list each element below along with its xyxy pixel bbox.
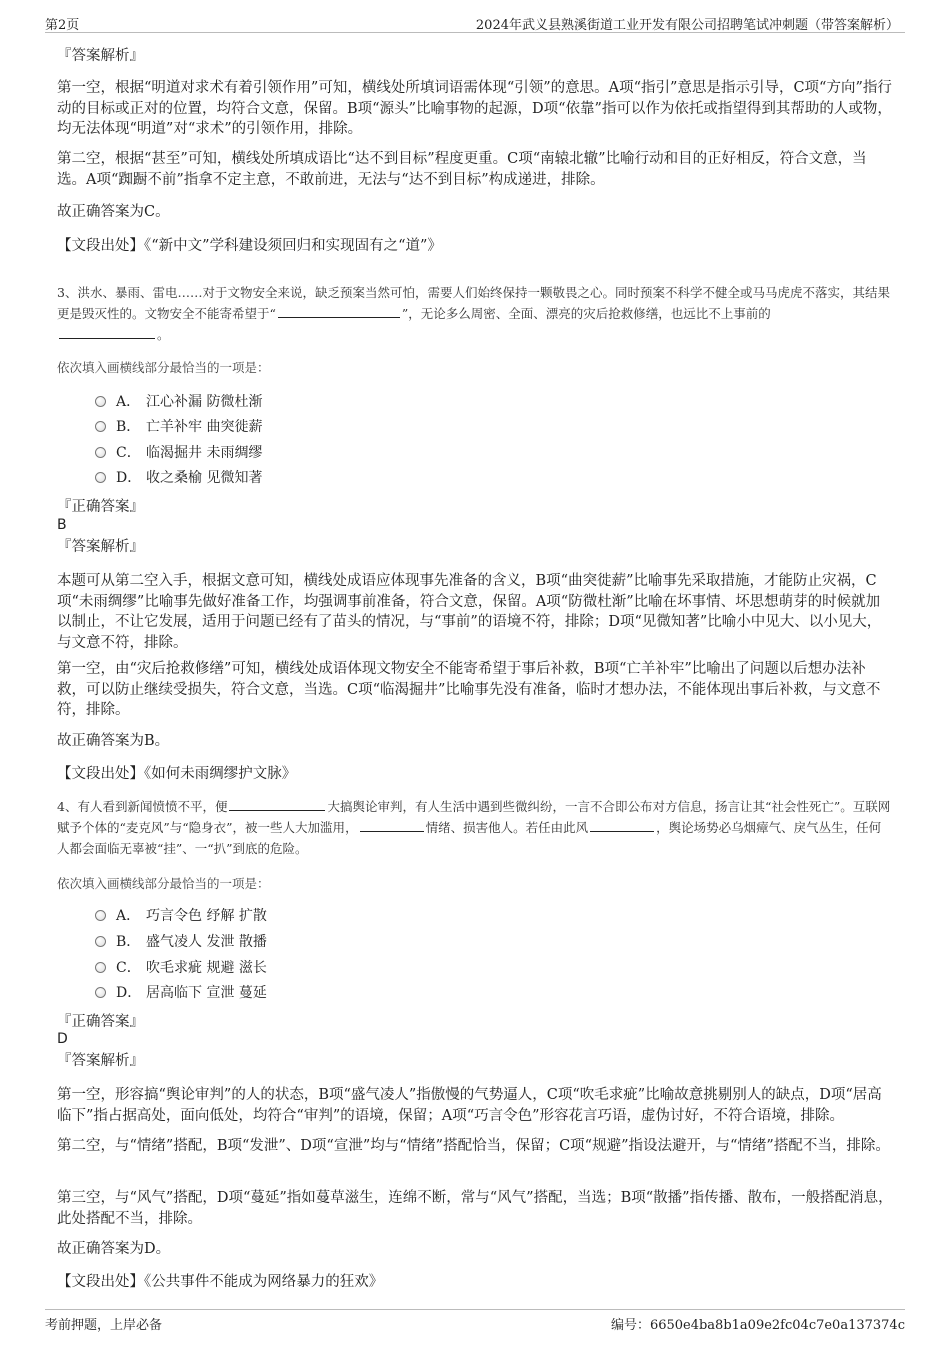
option-a[interactable]: A． 江心补漏 防微杜渐 [95,391,262,413]
analysis-label: 『答案解析』 [57,48,144,64]
footer-slogan: 考前押题，上岸必备 [45,1318,163,1333]
question-prompt: 依次填入画横线部分最恰当的一项是： [57,360,270,375]
analysis-paragraph: 本题可从第二空入手，根据文意可知，横线处成语应体现事先准备的含义，B项“曲突徙薪”比喻事先采取措施，才能防止灾祸，C项“未雨绸缪”比喻事先做好准备工作，均强调事前准备，符合文意，保留。A项“防微杜渐”比喻在坏事情、坏思想萌芽的时候就加以制止，不让它发展，适用于问题已经有了苗头的情况，与“事前”的语境不符，排除；D项“见微知著”比喻小中见大、以小见大，与文意不符，排除。 [57,573,882,651]
radio-icon[interactable] [95,910,106,921]
radio-icon[interactable] [95,421,106,432]
radio-icon[interactable] [95,962,106,973]
conclusion: 故正确答案为B。 [57,733,170,749]
blank-line [590,830,654,832]
analysis-paragraph: 第二空，根据“甚至”可知，横线处所填成语比“达不到目标”程度更重。C项“南辕北辙”比喻行动和目的正好相反，符合文意，当选。A项“踟蹰不前”指拿不定主意，不敢前进，无法与“达不到目标”构成递进，排除。 [57,151,867,188]
page-footer [45,1309,905,1332]
analysis-label: 『答案解析』 [57,539,144,555]
page-number: 第2页 [45,18,80,33]
blank-line [59,337,155,339]
analysis-paragraph: 第一空，根据“明道对求术有着引领作用”可知，横线处所填词语需体现“引领”的意思。A项“指引”意思是指示引导，C项“方向”指行动的目标或正对的位置，均符合文意，保留。B项“源头”比喻事物的起源，D项“依靠”指可以作为依托或指望得到其帮助的人或物，均无法体现“明道”对“求术”的引领作用，排除。 [57,80,892,137]
option-c[interactable]: C． 吹毛求疵 规避 滋长 [95,957,267,979]
correct-answer-label: 『正确答案』 [57,1014,144,1030]
analysis-paragraph: 第三空，与“风气”搭配，D项“蔓延”指如蔓草滋生，连绵不断，常与“风气”搭配，当选；B项“散播”指传播、散布，一般搭配消息，此处搭配不当，排除。 [57,1190,893,1227]
question-prompt: 依次填入画横线部分最恰当的一项是： [57,876,270,891]
radio-icon[interactable] [95,447,106,458]
correct-answer: D [57,1031,68,1047]
question-stem: 3、洪水、暴雨、雷电……对于文物安全来说，缺乏预案当然可怕，需要人们始终保持一颗敬畏之心。同时预案不科学不健全或马马虎虎不落实，其结果更是毁灭性的。文物安全不能寄希望于“ ”，无论多么周密、全面、漂亮的灾后抢救修缮，也远比不上事前的 。 [57,285,890,342]
radio-icon[interactable] [95,987,106,998]
blank-line [360,830,424,832]
analysis-label: 『答案解析』 [57,1053,144,1069]
blank-line [278,316,400,318]
option-b[interactable]: B． 亡羊补牢 曲突徙薪 [95,416,262,438]
radio-icon[interactable] [95,936,106,947]
correct-answer: B [57,517,67,533]
blank-line [229,809,325,811]
page-header [45,12,905,33]
source-citation: 【文段出处】《“新中文”学科建设须回归和实现固有之“道”》 [57,238,442,254]
option-d[interactable]: D． 收之桑榆 见微知著 [95,467,262,489]
source-citation: 【文段出处】《如何未雨绸缪护文脉》 [57,766,297,782]
correct-answer-label: 『正确答案』 [57,499,144,515]
analysis-paragraph: 第一空，形容搞“舆论审判”的人的状态，B项“盛气凌人”指傲慢的气势逼人，C项“吹毛求疵”比喻故意挑剔别人的缺点，D项“居高临下”指占据高处，面向低处，均符合“审判”的语境，保留；A项“巧言令色”形容花言巧语，虚伪讨好，不符合语境，排除。 [57,1087,882,1124]
conclusion: 故正确答案为D。 [57,1241,171,1257]
analysis-paragraph: 第一空，由“灾后抢救修缮”可知，横线处成语体现文物安全不能寄希望于事后补救，B项“亡羊补牢”比喻出了问题以后想办法补救，可以防止继续受损失，符合文意，当选。C项“临渴掘井”比喻事先没有准备，临时才想办法，不能体现出事后补救，与文意不符，排除。 [57,661,881,718]
source-citation: 【文段出处】《公共事件不能成为网络暴力的狂欢》 [57,1274,384,1290]
radio-icon[interactable] [95,472,106,483]
option-c[interactable]: C． 临渴掘井 未雨绸缪 [95,442,262,464]
document-title: 2024年武义县熟溪街道工业开发有限公司招聘笔试冲刺题（带答案解析） [475,18,899,33]
option-b[interactable]: B． 盛气凌人 发泄 散播 [95,931,267,953]
analysis-paragraph: 第二空，与“情绪”搭配，B项“发泄”、D项“宣泄”均与“情绪”搭配恰当，保留；C项“规避”指设法避开，与“情绪”搭配不当，排除。 [57,1138,890,1154]
document-id: 编号：6650e4ba8b1a09e2fc04c7e0a137374c [610,1318,905,1333]
option-a[interactable]: A． 巧言令色 纾解 扩散 [95,905,267,927]
option-d[interactable]: D． 居高临下 宣泄 蔓延 [95,982,267,1004]
question-stem: 4、有人看到新闻愤愤不平，便 大搞舆论审判，有人生活中遇到些微纠纷，一言不合即公布对方信息，扬言让其“社会性死亡”。互联网赋予个体的“麦克风”与“隐身衣”，被一些人大加滥用， 情绪、损害他人。若任由此风 ，舆论场势必乌烟瘴气、戾气丛生，任何人都会面临无辜被“挂”、一“扒”到底的危险。 [57,799,891,856]
radio-icon[interactable] [95,396,106,407]
conclusion: 故正确答案为C。 [57,204,170,220]
